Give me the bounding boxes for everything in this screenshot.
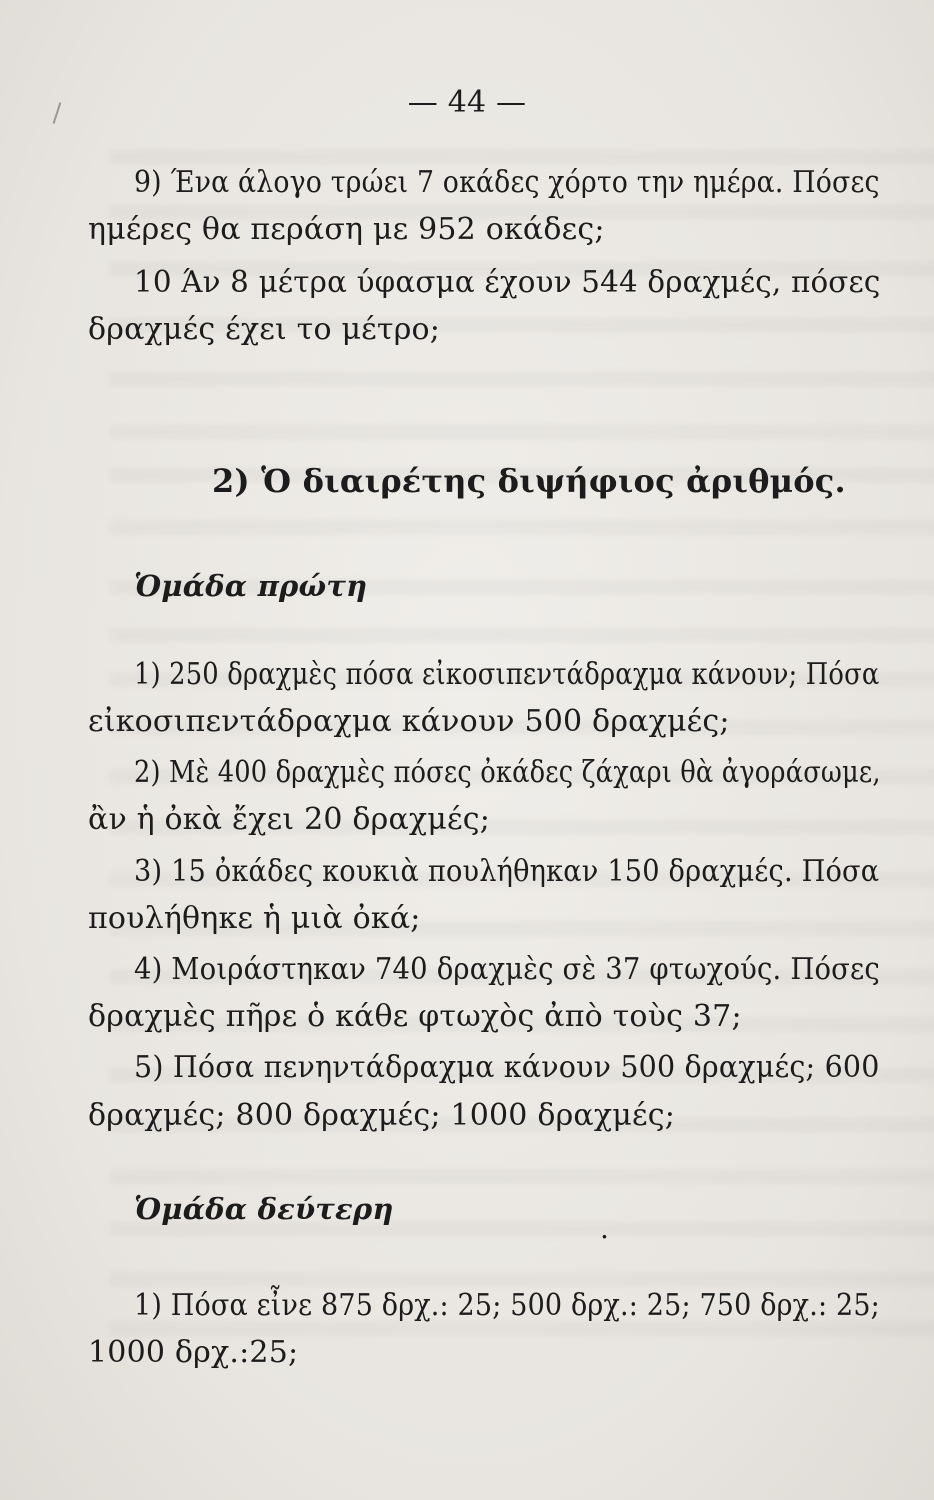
- group-1-title: Ὁμάδα πρώτη: [134, 569, 368, 603]
- group-1-exercise-5-line-1: 5) Πόσα πενηντάδραχμα κάνουν 500 δραχμές; 600: [134, 1050, 880, 1085]
- group-1-exercise-3-line-1: 3) 15 ὀκάδες κουκιὰ πουλήθηκαν 150 δραχμές. Πόσα: [134, 854, 880, 889]
- exercise-9-line-1: 9) Ένα άλογο τρώει 7 οκάδες χόρτο την ημέρα. Πόσες: [134, 165, 880, 200]
- exercise-10-line-2: δραχμές έχει το μέτρο;: [88, 312, 441, 347]
- group-2-exercise-1-line-2: 1000 δρχ.:25;: [88, 1335, 299, 1370]
- stray-dot: .: [600, 1212, 609, 1245]
- group-1-exercise-1-line-1: 1) 250 δραχμὲς πόσα εἰκοσιπεντάδραχμα κάνουν; Πόσα: [134, 657, 880, 692]
- group-1-exercise-5-line-2: δραχμές; 800 δραχμές; 1000 δραχμές;: [88, 1098, 676, 1133]
- group-1-exercise-2-line-2: ἂν ἡ ὀκὰ ἔχει 20 δραχμές;: [88, 802, 491, 837]
- exercise-10-line-1: 10 Άν 8 μέτρα ύφασμα έχουν 544 δραχμές, πόσες: [134, 265, 881, 300]
- page-number: — 44 —: [407, 85, 527, 120]
- group-1-exercise-2-line-1: 2) Μὲ 400 δραχμὲς πόσες ὀκάδες ζάχαρι θὰ ἀγοράσωμε,: [134, 755, 881, 790]
- group-2-exercise-1-line-1: 1) Πόσα εἶνε 875 δρχ.: 25; 500 δρχ.: 25; 750 δρχ.: 25;: [134, 1288, 880, 1323]
- group-2-title: Ὁμάδα δεύτερη: [134, 1192, 394, 1226]
- group-1-exercise-1-line-2: εἰκοσιπεντάδραχμα κάνουν 500 δραχμές;: [88, 704, 730, 739]
- group-1-exercise-4-line-1: 4) Μοιράστηκαν 740 δραχμὲς σὲ 37 φτωχούς. Πόσες: [134, 952, 880, 987]
- group-1-exercise-4-line-2: δραχμὲς πῆρε ὁ κάθε φτωχὸς ἀπὸ τοὺς 37;: [88, 999, 742, 1034]
- group-1-exercise-3-line-2: πουλήθηκε ἡ μιὰ ὀκά;: [88, 901, 421, 936]
- exercise-9-line-2: ημέρες θα περάση με 952 οκάδες;: [88, 212, 605, 247]
- section-title: 2) Ὁ διαιρέτης διψήφιος ἀριθμός.: [212, 462, 846, 500]
